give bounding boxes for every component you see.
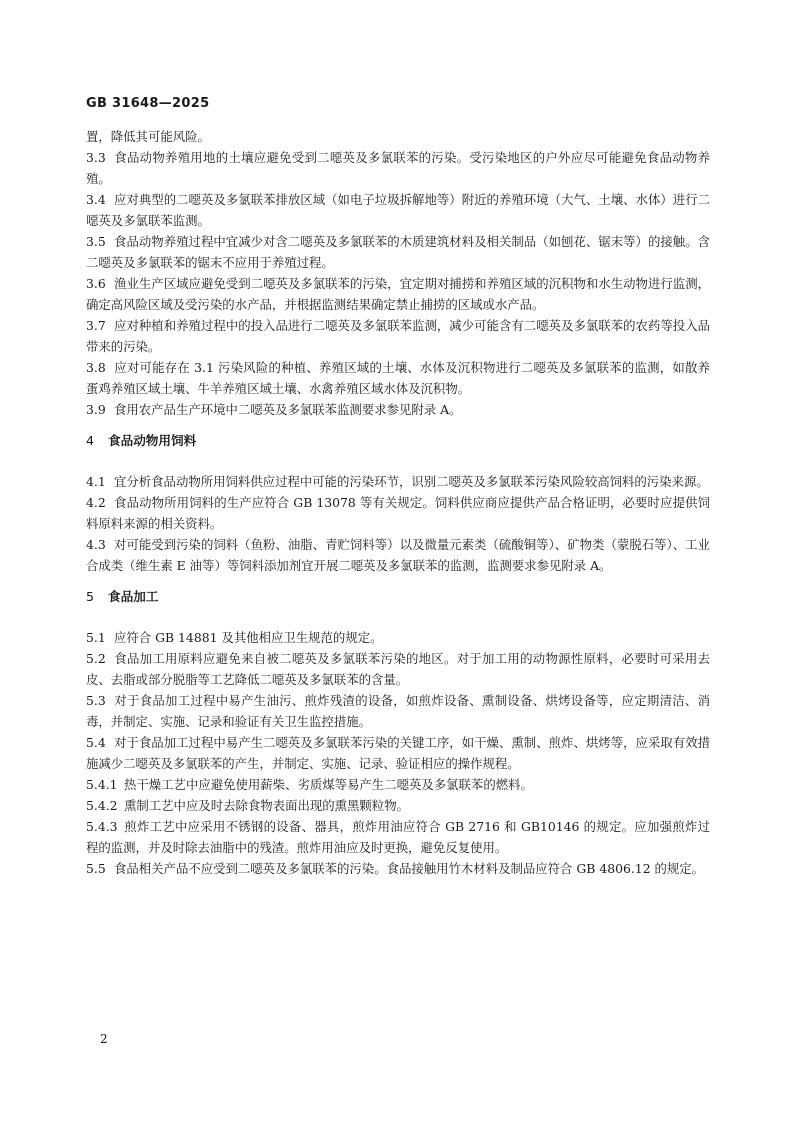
clause-text: 对可能受到污染的饲料（鱼粉、油脂、青贮饲料等）以及微量元素类（硫酸铜等）、矿物类（蒙脱石等）、工业合成类（维生素 E 油等）等饲料添加剂宜开展二噁英及多氯联苯的监测，监测要求参见附录 A。 (86, 537, 710, 573)
clause-3-5 (86, 231, 710, 273)
clause-number: 3.6 (86, 276, 106, 291)
clause-number: 5.4.1 (86, 777, 118, 792)
section-number: 4 (86, 433, 95, 448)
clause-number: 4.2 (86, 495, 106, 510)
clause-5-3 (86, 690, 710, 732)
clause-text: 应对可能存在 3.1 污染风险的种植、养殖区域的土壤、水体及沉积物进行二噁英及多氯联苯的监测，如散养蛋鸡养殖区域土壤、牛羊养殖区域土壤、水禽养殖区域水体及沉积物。 (86, 360, 710, 396)
clause-number: 5.3 (86, 693, 106, 708)
document-body (86, 126, 710, 879)
page-number: 2 (100, 1032, 108, 1046)
section3-continuation: 置，降低其可能风险。 (86, 129, 210, 144)
clause-text: 对于食品加工过程中易产生二噁英及多氯联苯污染的关键工序，如干燥、熏制、煎炸、烘烤等，应采取有效措施减少二噁英及多氯联苯的产生，并制定、实施、记录、验证相应的操作规程。 (86, 735, 710, 771)
clause-number: 3.7 (86, 318, 106, 333)
clause-number: 3.5 (86, 234, 106, 249)
clause-text: 应符合 GB 14881 及其他相应卫生规范的规定。 (114, 630, 383, 645)
clause-5-4-2 (86, 795, 710, 816)
section-title: 食品动物用饲料 (108, 433, 197, 448)
clause-number: 5.4.3 (86, 819, 118, 834)
section-4-heading (86, 430, 710, 451)
clause-number: 3.8 (86, 360, 106, 375)
clause-5-4-1 (86, 774, 710, 795)
clause-text: 宜分析食品动物所用饲料供应过程中可能的污染环节，识别二噁英及多氯联苯污染风险较高饲料的污染来源。 (114, 474, 709, 489)
clause-4-2 (86, 492, 710, 534)
clause-text: 热干燥工艺中应避免使用薪柴、劣质煤等易产生二噁英及多氯联苯的燃料。 (124, 777, 533, 792)
clause-5-4-3 (86, 816, 710, 858)
clause-5-4 (86, 732, 710, 774)
clause-number: 5.4 (86, 735, 106, 750)
clause-3-4 (86, 189, 710, 231)
clause-number: 5.4.2 (86, 798, 118, 813)
clause-text: 应对种植和养殖过程中的投入品进行二噁英及多氯联苯监测，减少可能含有二噁英及多氯联苯的农药等投入品带来的污染。 (86, 318, 710, 354)
clause-number: 3.9 (86, 402, 106, 417)
clause-number: 3.3 (86, 150, 106, 165)
standard-code-header: GB 31648—2025 (86, 96, 210, 111)
clause-text: 对于食品加工过程中易产生油污、煎炸残渣的设备，如煎炸设备、熏制设备、烘烤设备等，应定期清洁、消毒，并制定、实施、记录和验证有关卫生监控措施。 (86, 693, 710, 729)
clause-text: 食品动物养殖用地的土壤应避免受到二噁英及多氯联苯的污染。受污染地区的户外应尽可能避免食品动物养殖。 (86, 150, 710, 186)
section-number: 5 (86, 589, 95, 604)
clause-4-1 (86, 471, 710, 492)
clause-number: 5.2 (86, 651, 106, 666)
clause-text: 食品相关产品不应受到二噁英及多氯联苯的污染。食品接触用竹木材料及制品应符合 GB 4806.12 的规定。 (114, 861, 705, 876)
clause-3-8 (86, 357, 710, 399)
clause-3-9 (86, 399, 710, 420)
clause-number: 5.1 (86, 630, 106, 645)
clause-3-3 (86, 147, 710, 189)
clause-text: 食用农产品生产环境中二噁英及多氯联苯监测要求参见附录 A。 (114, 402, 462, 417)
clause-text: 食品动物养殖过程中宜减少对含二噁英及多氯联苯的木质建筑材料及相关制品（如刨花、锯末等）的接触。含二噁英及多氯联苯的锯末不应用于养殖过程。 (86, 234, 710, 270)
clause-5-1 (86, 627, 710, 648)
clause-4-3 (86, 534, 710, 576)
clause-text: 食品动物所用饲料的生产应符合 GB 13078 等有关规定。饲料供应商应提供产品合格证明，必要时应提供饲料原料来源的相关资料。 (86, 495, 710, 531)
clause-3-6 (86, 273, 710, 315)
clause-number: 4.3 (86, 537, 106, 552)
clause-text: 熏制工艺中应及时去除食物表面出现的熏黑颗粒物。 (124, 798, 409, 813)
clause-text: 应对典型的二噁英及多氯联苯排放区域（如电子垃圾拆解地等）附近的养殖环境（大气、土壤、水体）进行二噁英及多氯联苯监测。 (86, 192, 710, 228)
section-title: 食品加工 (108, 589, 159, 604)
clause-3-7 (86, 315, 710, 357)
section-5-heading (86, 586, 710, 607)
clause-text: 食品加工用原料应避免来自被二噁英及多氯联苯污染的地区。对于加工用的动物源性原料，必要时可采用去皮、去脂或部分脱脂等工艺降低二噁英及多氯联苯的含量。 (86, 651, 710, 687)
clause-text: 煎炸工艺中应采用不锈钢的设备、器具，煎炸用油应符合 GB 2716 和 GB10146 的规定。应加强煎炸过程的监测，并及时除去油脂中的残渣。煎炸用油应及时更换，避免反复使用。 (86, 819, 710, 855)
clause-text: 渔业生产区域应避免受到二噁英及多氯联苯的污染，宜定期对捕捞和养殖区域的沉积物和水生动物进行监测，确定高风险区域及受污染的水产品，并根据监测结果确定禁止捕捞的区域或水产品。 (86, 276, 710, 312)
clause-5-2 (86, 648, 710, 690)
clause-number: 5.5 (86, 861, 106, 876)
clause-number: 4.1 (86, 474, 106, 489)
clause-5-5 (86, 858, 710, 879)
clause-number: 3.4 (86, 192, 106, 207)
